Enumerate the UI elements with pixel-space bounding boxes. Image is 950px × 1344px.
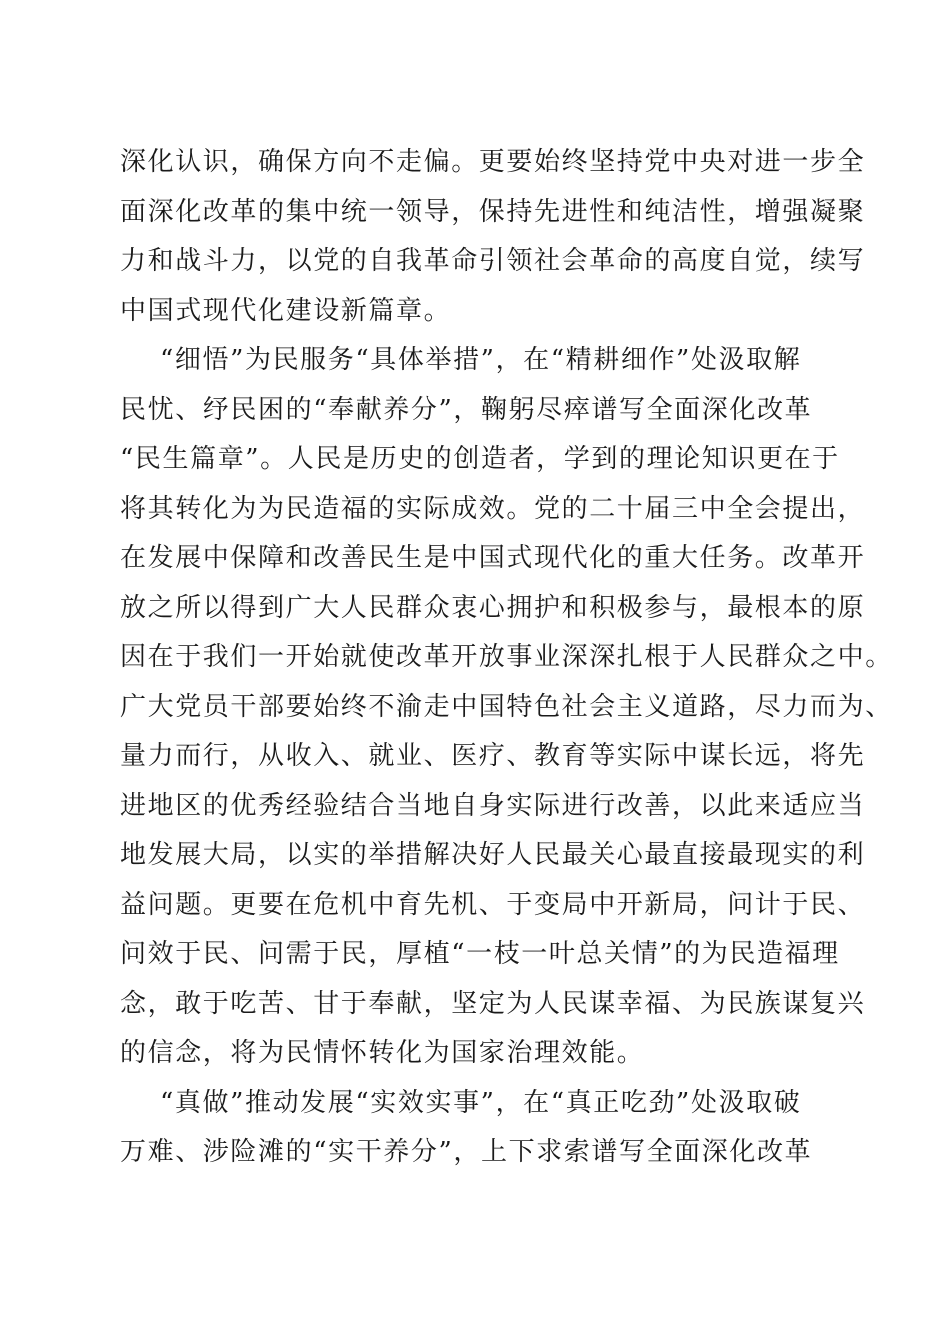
text-line: “民生篇章”。人民是历史的创造者，学到的理论知识更在于: [120, 444, 840, 474]
paragraph-start-line: “真做”推动发展“实效实事”，在“真正吃劲”处汲取破: [160, 1087, 802, 1118]
text-line: 的信念，将为民情怀转化为国家治理效能。: [120, 1038, 645, 1068]
text-line: 放之所以得到广大人民群众衷心拥护和积极参与，最根本的原: [120, 592, 866, 623]
text-line: 广大党员干部要始终不渝走中国特色社会主义道路，尽力而为、: [120, 691, 893, 722]
text-line: 万难、涉险滩的“实干养分”，上下求索谱写全面深化改革: [120, 1137, 813, 1167]
text-line: 在发展中保障和改善民生是中国式现代化的重大任务。改革开: [120, 543, 866, 573]
text-line: 念，敢于吃苦、甘于奉献，坚定为人民谋幸福、为民族谋复兴: [120, 988, 866, 1019]
paragraph-start-line: “细悟”为民服务“具体举措”，在“精耕细作”处汲取解: [160, 345, 802, 375]
text-line: 因在于我们一开始就使改革开放事业深深扎根于人民群众之中。: [120, 642, 893, 672]
text-line: 中国式现代化建设新篇章。: [120, 295, 452, 326]
text-line: 将其转化为为民造福的实际成效。党的二十届三中全会提出，: [120, 493, 866, 524]
text-line: 问效于民、问需于民，厚植“一枝一叶总关情”的为民造福理: [120, 939, 840, 969]
text-line: 民忧、纾民困的“奉献养分”，鞠躬尽瘁谱写全面深化改革: [120, 394, 813, 425]
body-text: [120, 138, 893, 1178]
text-line: 进地区的优秀经验结合当地自身实际进行改善，以此来适应当: [120, 790, 866, 821]
text-line: 益问题。更要在危机中育先机、于变局中开新局，问计于民、: [120, 889, 866, 920]
text-line: 力和战斗力，以党的自我革命引领社会革命的高度自觉，续写: [120, 246, 866, 276]
text-line: 量力而行，从收入、就业、医疗、教育等实际中谋长远，将先: [120, 741, 866, 771]
text-line: 面深化改革的集中统一领导，保持先进性和纯洁性，增强凝聚: [120, 196, 866, 227]
text-line: 深化认识，确保方向不走偏。更要始终坚持党中央对进一步全: [120, 147, 866, 177]
text-line: 地发展大局，以实的举措解决好人民最关心最直接最现实的利: [120, 840, 866, 870]
